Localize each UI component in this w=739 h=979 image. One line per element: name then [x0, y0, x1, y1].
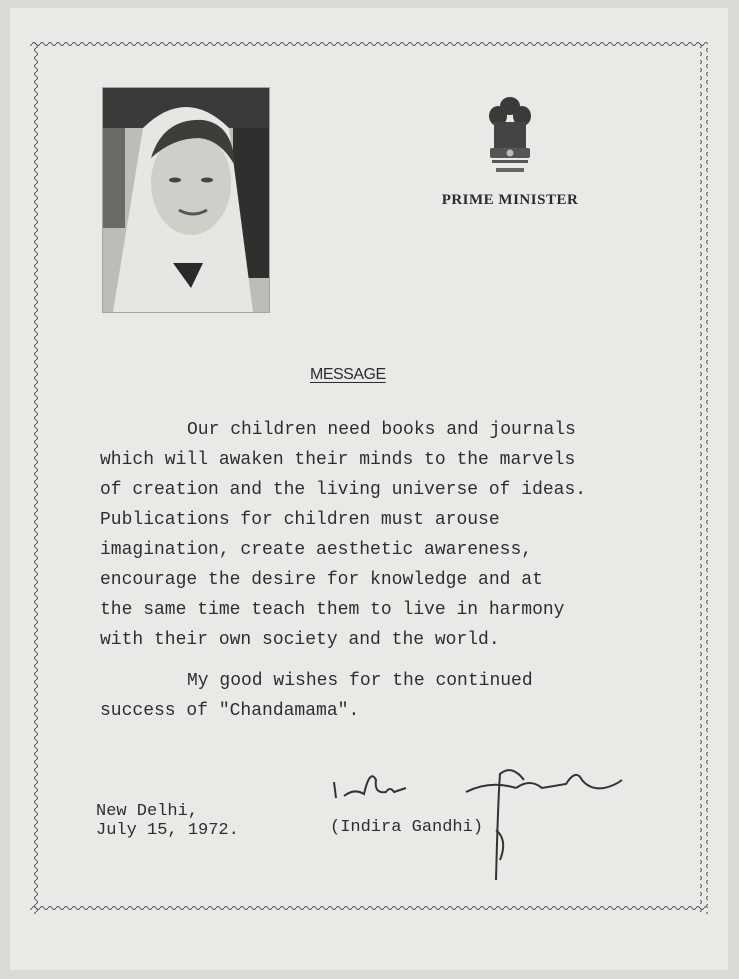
message-line: My good wishes for the continued	[187, 671, 533, 691]
message-heading: MESSAGE	[310, 366, 386, 383]
message-line: imagination, create aesthetic awareness,	[100, 540, 533, 560]
portrait-photo-icon	[103, 88, 269, 312]
date: July 15, 1972.	[96, 821, 239, 840]
place: New Delhi,	[96, 802, 199, 821]
portrait-photo	[102, 87, 270, 313]
message-line: encourage the desire for knowledge and at	[100, 570, 543, 590]
signatory-name: (Indira Gandhi)	[330, 818, 484, 837]
state-emblem-icon	[478, 94, 542, 180]
message-paragraph-2	[100, 666, 680, 726]
message-line: the same time teach them to live in harmony	[100, 600, 565, 620]
message-paragraph-1	[100, 415, 680, 655]
message-line: with their own society and the world.	[100, 630, 500, 650]
place-and-date	[96, 802, 239, 840]
letterhead-title: PRIME MINISTER	[441, 192, 579, 208]
message-line: Publications for children must arouse	[100, 510, 500, 530]
message-line: success of "Chandamama".	[100, 701, 360, 721]
message-line: Our children need books and journals	[187, 420, 576, 440]
message-line: of creation and the living universe of ideas.	[100, 480, 587, 500]
message-line: which will awaken their minds to the marvels	[100, 450, 576, 470]
